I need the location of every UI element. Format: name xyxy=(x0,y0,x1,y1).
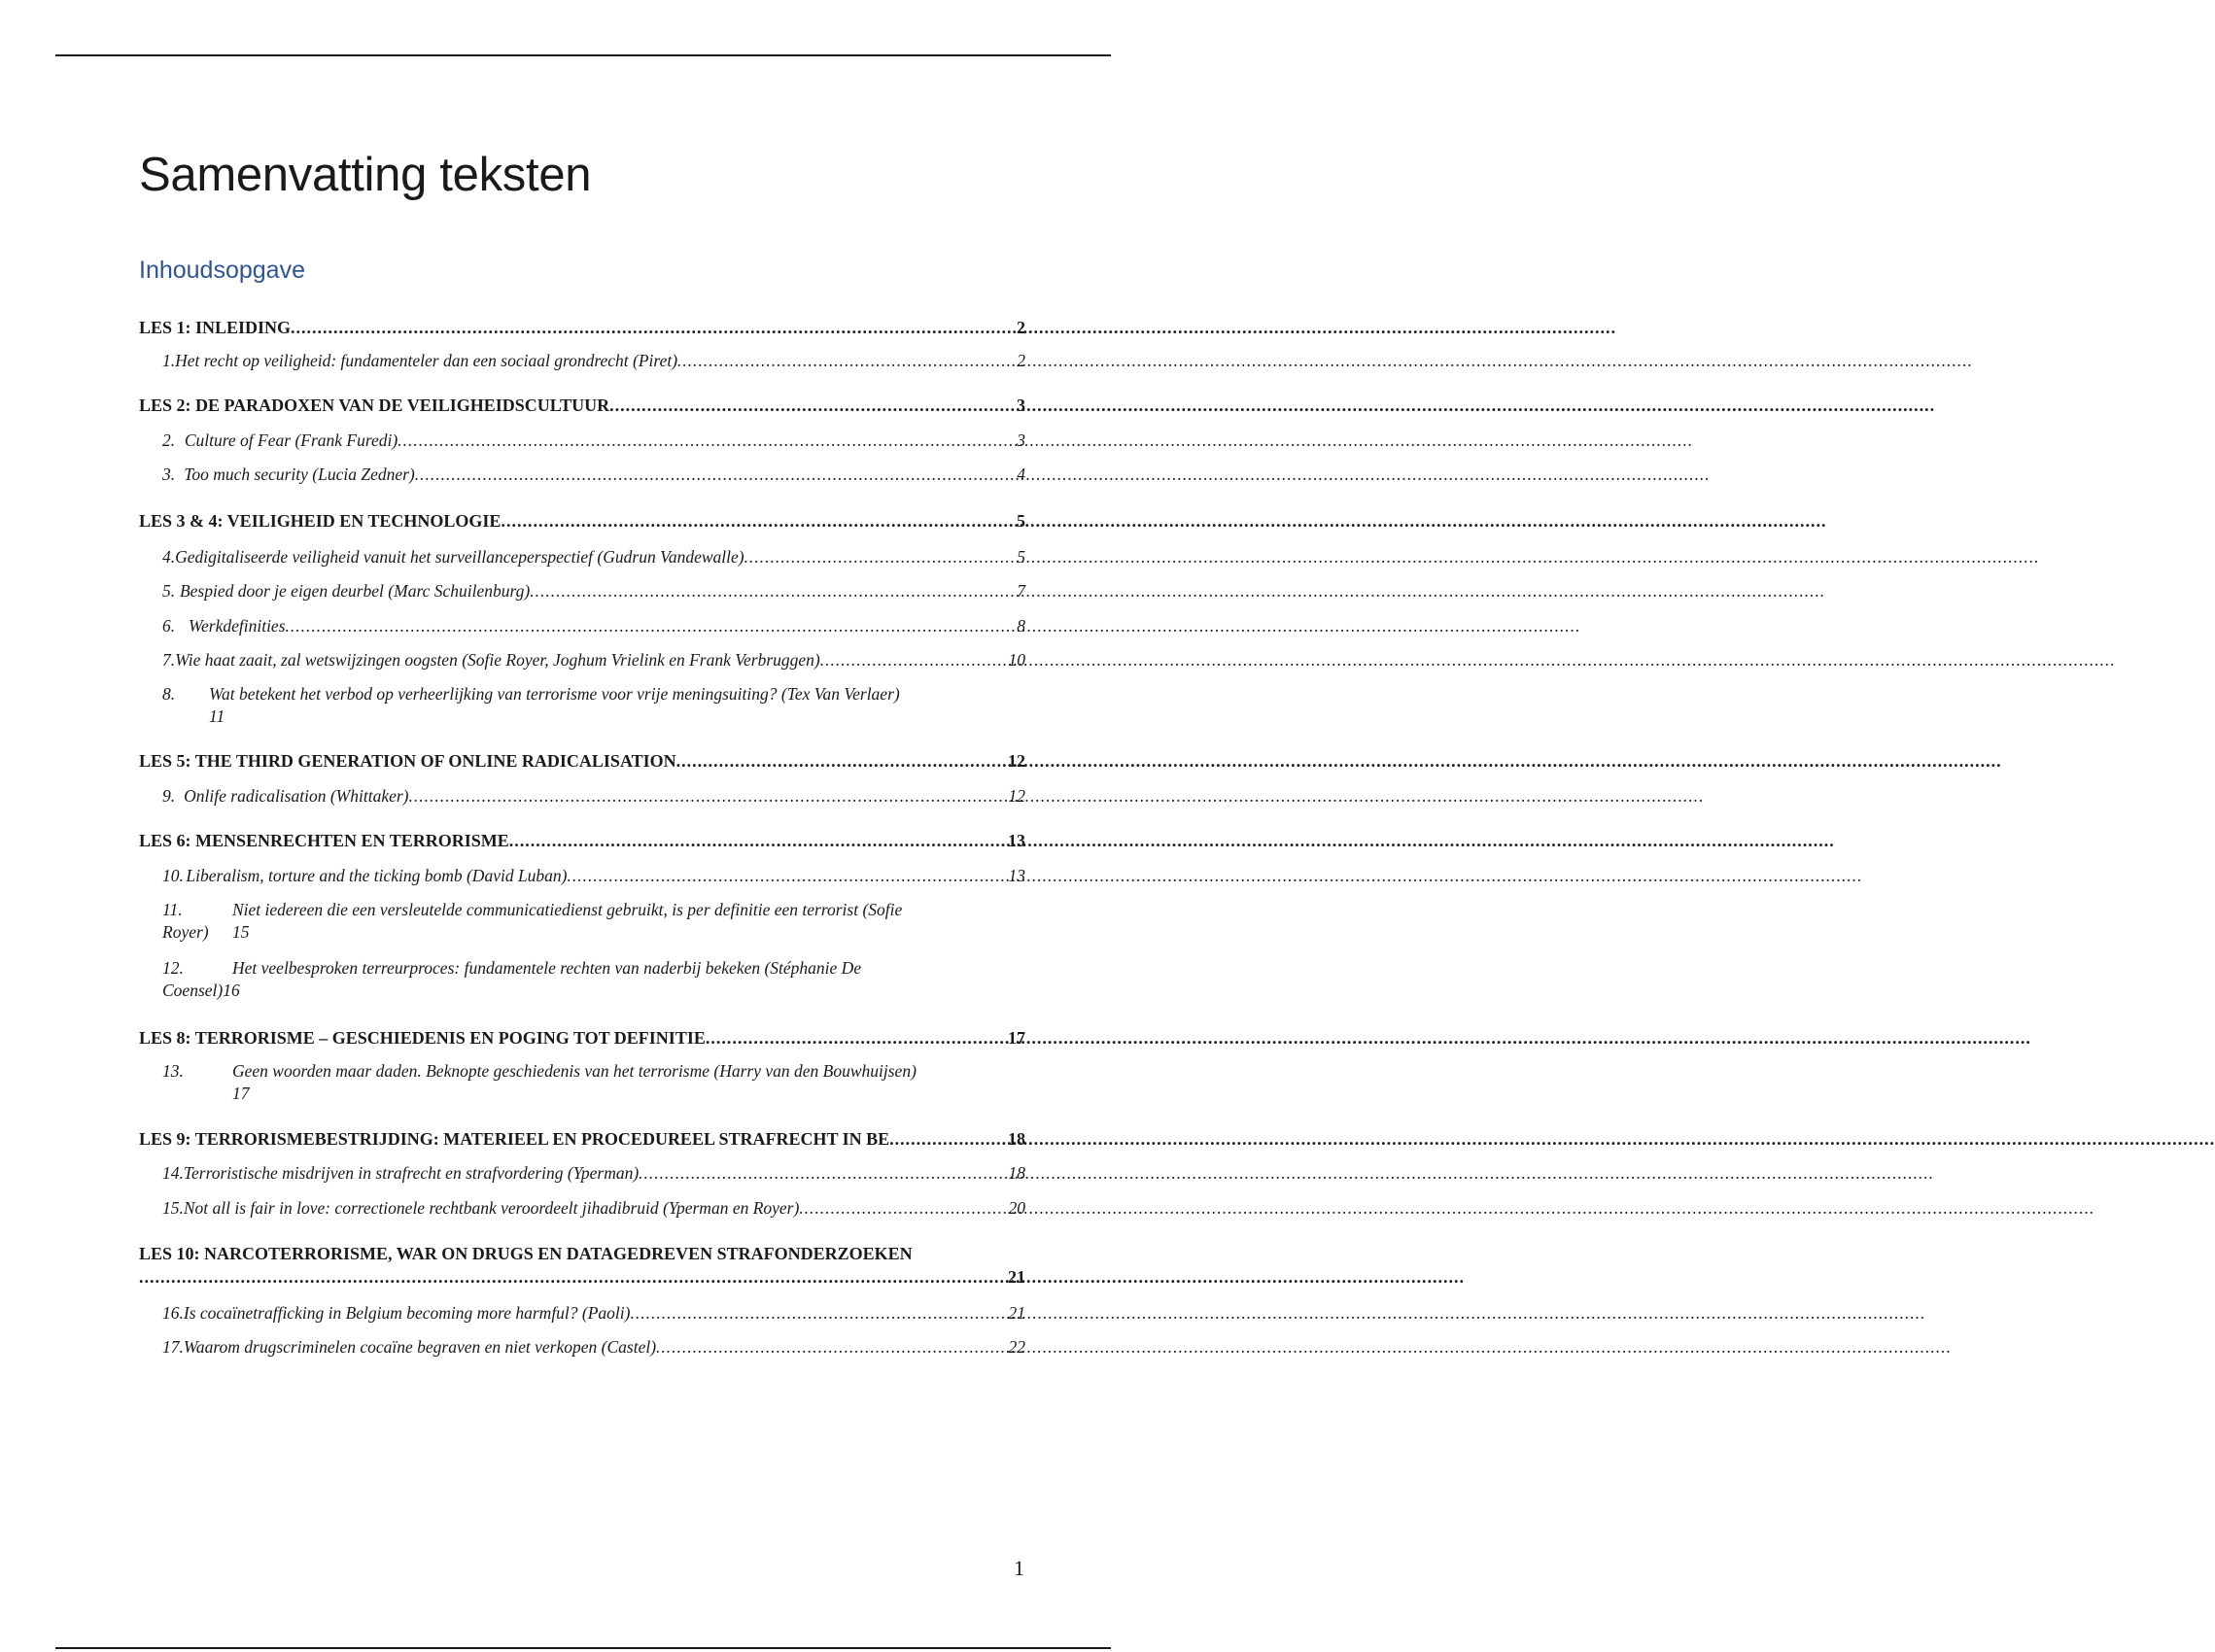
toc-entry-title: Waarom drugscriminelen cocaïne begraven en niet verkopen (Castel) xyxy=(183,1337,657,1357)
toc-entry-15[interactable] xyxy=(162,1196,1025,1220)
toc-entry-4[interactable] xyxy=(162,545,1025,568)
toc-entry-number: 4. xyxy=(162,547,176,567)
top-rule xyxy=(55,54,1111,56)
toc-entry-title: Gedigitaliseerde veiligheid vanuit het surveillanceperspectief (Gudrun Vandewalle) xyxy=(175,547,744,567)
toc-section-label: LES 5: THE THIRD GENERATION OF ONLINE RADICALISATION xyxy=(139,751,676,771)
toc-entry-6[interactable] xyxy=(162,614,1025,637)
toc-entry-number: 15. xyxy=(162,1198,184,1218)
toc-entry-16[interactable] xyxy=(162,1301,1025,1325)
toc-entry-number: 14. xyxy=(162,1163,184,1183)
toc-entry-number: 7. xyxy=(162,650,176,670)
toc-entry-number: 9. xyxy=(162,786,176,806)
toc-entry-17[interactable] xyxy=(162,1335,1025,1359)
toc-section-les1[interactable] xyxy=(139,316,1025,339)
toc-heading: Inhoudsopgave xyxy=(139,257,305,284)
toc-page-number: 17 xyxy=(1008,1028,1025,1048)
toc-entry-number: 2. xyxy=(162,430,176,450)
toc-entry-title: Wie haat zaait, zal wetswijzingen oogsten (Sofie Royer, Joghum Vrielink en Frank Verbruggen) xyxy=(175,650,820,670)
toc-entry-title: Werkdefinities xyxy=(189,616,286,636)
toc-entry-title: Is cocaïnetrafficking in Belgium becoming more harmful? (Paoli) xyxy=(183,1303,631,1323)
toc-page-number: 12 xyxy=(1008,751,1025,771)
toc-entry-9[interactable] xyxy=(162,784,1025,808)
toc-page-number: 16 xyxy=(223,981,240,1000)
toc-entry-7[interactable] xyxy=(162,648,1025,671)
toc-entry-number: 13. xyxy=(162,1061,184,1081)
toc-page-number: 11 xyxy=(209,706,225,726)
toc-entry-number: 8. xyxy=(162,684,176,704)
toc-section-label: LES 3 & 4: VEILIGHEID EN TECHNOLOGIE xyxy=(139,511,502,531)
toc-page-number: 12 xyxy=(1008,786,1025,806)
toc-page-number: 8 xyxy=(1017,616,1025,636)
toc-section-label: LES 2: DE PARADOXEN VAN DE VEILIGHEIDSCULTUUR xyxy=(139,396,610,415)
document-title: Samenvatting teksten xyxy=(139,149,592,201)
toc-page-number: 20 xyxy=(1008,1198,1025,1218)
toc-page-number: 18 xyxy=(1008,1129,1025,1149)
toc-entry-title: Culture of Fear (Frank Furedi) xyxy=(184,430,398,450)
toc-page-number: 18 xyxy=(1008,1163,1025,1183)
toc-section-label: LES 8: TERRORISME – GESCHIEDENIS EN POGING TOT DEFINITIE xyxy=(139,1028,706,1048)
toc-section-les10[interactable] xyxy=(139,1242,1025,1265)
toc-section-les8[interactable] xyxy=(139,1026,1025,1050)
toc-entry-13[interactable] xyxy=(162,1060,1025,1105)
toc-page-number: 2 xyxy=(1017,351,1025,370)
toc-section-les5[interactable] xyxy=(139,749,1025,773)
toc-page-number: 21 xyxy=(1008,1267,1025,1287)
toc-entry-number: 3. xyxy=(162,465,176,484)
toc-entry-title: Bespied door je eigen deurbel (Marc Schuilenburg) xyxy=(179,581,531,601)
toc-entry-title: Too much security (Lucia Zedner) xyxy=(184,465,415,484)
toc-entry-title: Niet iedereen die een versleutelde communicatiedienst gebruikt, is per definitie een terrorist (Sofie xyxy=(232,900,903,919)
toc-section-les2[interactable] xyxy=(139,394,1025,417)
toc-page-number: 17 xyxy=(232,1084,250,1103)
toc-page-number: 3 xyxy=(1017,430,1025,450)
toc-section-les6[interactable] xyxy=(139,829,1025,852)
toc-entry-number: 17. xyxy=(162,1337,184,1357)
toc-page-number: 5 xyxy=(1017,547,1025,567)
toc-entry-title: Liberalism, torture and the ticking bomb (David Luban) xyxy=(186,866,568,885)
toc-page-number: 7 xyxy=(1017,581,1025,601)
toc-page-number: 22 xyxy=(1008,1337,1025,1357)
toc-section-label: LES 1: INLEIDING xyxy=(139,318,292,337)
toc-entry-11[interactable]: 11. Niet iedereen die een versleutelde communicatiedienst gebruikt, is per definitie een terrorist (Sofie Royer) 15 xyxy=(162,900,903,942)
toc-entry-10[interactable] xyxy=(162,864,1025,887)
toc-section-label: LES 6: MENSENRECHTEN EN TERRORISME xyxy=(139,831,509,850)
toc-page-number: 13 xyxy=(1008,866,1025,885)
toc-section-label: LES 10: NARCOTERRORISME, WAR ON DRUGS EN DATAGEDREVEN STRAFONDERZOEKEN xyxy=(139,1244,913,1263)
toc-entry-8[interactable] xyxy=(162,683,1025,728)
toc-entry-title: Not all is fair in love: correctionele rechtbank veroordeelt jihadibruid (Yperman en Royer) xyxy=(183,1198,800,1218)
toc-page-number: 21 xyxy=(1008,1303,1025,1323)
toc-page-number: 13 xyxy=(1008,831,1025,850)
toc-entry-2[interactable] xyxy=(162,429,1025,452)
toc-section-les3-4[interactable] xyxy=(139,509,1025,533)
toc-page-number: 3 xyxy=(1017,396,1025,415)
toc-entry-number: 6. xyxy=(162,616,176,636)
toc-entry-5[interactable] xyxy=(162,579,1025,602)
toc-entry-title: Onlife radicalisation (Whittaker) xyxy=(184,786,409,806)
toc-section-les9[interactable] xyxy=(139,1127,1025,1151)
toc-section-les10-leader xyxy=(139,1265,1025,1289)
toc-entry-title: Het recht op veiligheid: fundamenteler dan een sociaal grondrecht (Piret) xyxy=(175,351,678,370)
toc-entry-14[interactable] xyxy=(162,1161,1025,1185)
toc-page-number: 5 xyxy=(1017,511,1025,531)
toc-page-number: 10 xyxy=(1008,650,1025,670)
toc-section-label: LES 9: TERRORISMEBESTRIJDING: MATERIEEL EN PROCEDUREEL STRAFRECHT IN BE xyxy=(139,1129,890,1149)
toc-entry-number: 1. xyxy=(162,351,176,370)
toc-entry-number: 11. xyxy=(162,900,183,919)
toc-entry-number: 10. xyxy=(162,866,184,885)
toc-entry-title: Terroristische misdrijven in strafrecht en strafvordering (Yperman) xyxy=(183,1163,640,1183)
toc-entry-3[interactable] xyxy=(162,463,1025,486)
toc-entry-title: Het veelbesproken terreurproces: fundamentele rechten van naderbij bekeken (Stéphanie De xyxy=(232,958,862,978)
toc-entry-number: 16. xyxy=(162,1303,184,1323)
toc-entry-number: 5. xyxy=(162,581,176,601)
toc-entry-12[interactable]: 12. Het veelbesproken terreurproces: fundamentele rechten van naderbij bekeken (Stéphanie De Coensel)16 xyxy=(162,958,862,1000)
toc-entry-number: 12. xyxy=(162,958,184,978)
toc-page-number: 15 xyxy=(232,922,250,942)
toc-page-number: 2 xyxy=(1017,318,1025,337)
bottom-rule xyxy=(55,1647,1111,1649)
toc-page-number: 4 xyxy=(1017,465,1025,484)
page-number: 1 xyxy=(1014,1556,1024,1580)
toc-entry-title: Geen woorden maar daden. Beknopte geschiedenis van het terrorisme (Harry van den Bouwhuijsen) xyxy=(232,1061,917,1081)
toc-entry-1[interactable] xyxy=(162,349,1025,372)
toc-entry-title: Wat betekent het verbod op verheerlijking van terrorisme voor vrije meningsuiting? (Tex Van Verlaer) xyxy=(209,684,900,704)
